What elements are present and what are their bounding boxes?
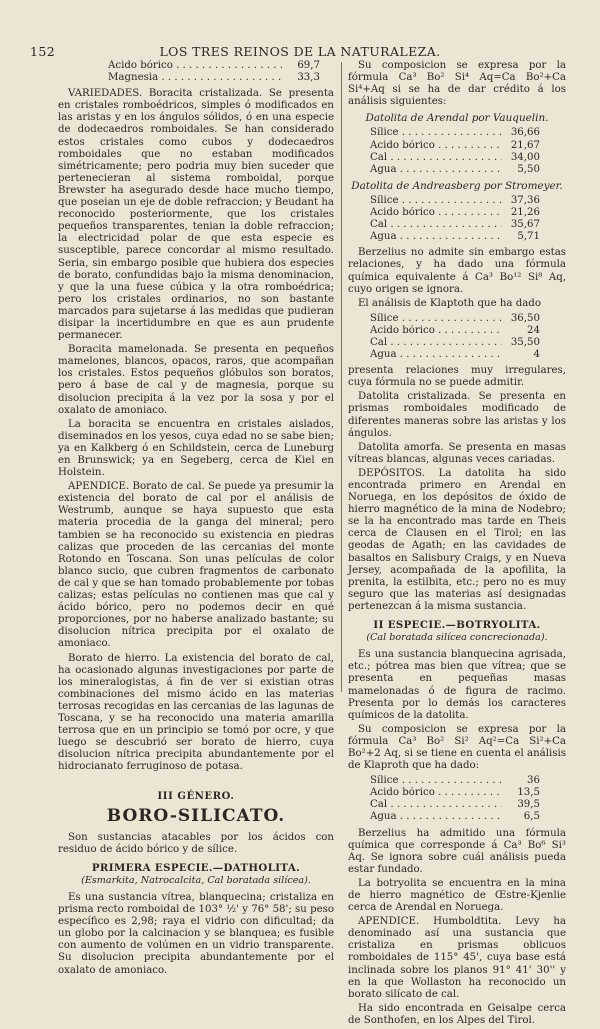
analysis-table-arendal <box>348 127 566 175</box>
table-row: Sílice . . . 36,66 <box>370 127 540 139</box>
table-row: Acido bórico . . . 24 <box>370 325 540 337</box>
paragraph-boracita-yacimientos: La boracita se encuentra en cristales aislados, diseminados en los yesos, cuya edad no se sabe bien; ya en Kalkberg ó en Schildstein, cerca de Luneburg en Brunswick; ya en Segeberg, cerca de Kiel en Holstein. <box>58 418 334 479</box>
paragraph-borato-de-cal: APENDICE. Borato de cal. Se puede ya presumir la existencia del borato de cal por el análisis de Westrumb, aunque se haya supuesto que esta materia procedia de la ganga del mineral; pero tambien se ha reconocido su existencia en piedras calizas que proceden de las cercanias del monte Rotondo en Toscana. Son unas películas de color blanco sucio, que cubren fragmentos de carbonato de cal y que se han tomado probablemente por tobas calizas; estas películas no contienen mas que cal y ácido bórico, pero no podemos decir en qué proporciones, por no haberse analizado bastante; su disolucion nítrica precipita por el oxalato de amoniaco. <box>58 481 334 650</box>
table-row: Cal . . . 39,5 <box>370 799 540 811</box>
paragraph-botryolita-description: Es una sustancia blanquecina agrisada, etc.; pótrea mas bien que vítrea; que se presenta en pequeñas masas mamelonadas ó de figura de racimo. Presenta por lo demás los caracteres químicos de la datolita. <box>348 649 566 721</box>
table-row: Sílice . . . 36 <box>370 775 540 787</box>
paragraph-datolita-cristalizada: Datolita cristalizada. Se presenta en prismas romboidales modificado de diferentes maneras sobre las aristas y los ángulos. <box>348 391 566 439</box>
paragraph-datolita-amorfa: Datolita amorfa. Se presenta en masas vítreas blancas, algunas veces cariadas. <box>348 441 566 465</box>
left-column <box>58 60 334 979</box>
paragraph-formula-intro: Su composicion se expresa por la fórmula Ca³ Bo² Si⁴ Aq=Ca Bo²+Ca Si⁴+Aq si se ha de dar crédito á los análisis siguientes: <box>348 60 566 108</box>
paragraph-botryolita-yacimiento: La botryolita se encuentra en la mina de hierro magnético de Œstre-Kjenlie cerca de Arendal en Noruega. <box>348 877 566 914</box>
paragraph-berzelius-formula: Berzelius no admite sin embargo estas relaciones, y ha dado una fórmula química equivalente á Ca³ Bo¹² Si⁸ Aq, cuyo origen se ignora. <box>348 247 566 295</box>
table-row: Acido bórico . . . 21,67 <box>370 140 540 152</box>
analysis-table-botryolita <box>348 775 566 823</box>
table-row: Cal . . . 35,50 <box>370 337 540 349</box>
paragraph-boracita-mamelonada: Boracita mamelonada. Se presenta en pequeños mamelones, blancos, opacos, raros, que acompañan los cristales. Estos pequeños glóbulos son boratos, pero á base de cal y de magnesia, porque su disolucion precipita á la vez por la sosa y por el oxalato de amoniaco. <box>58 344 334 416</box>
species-synonyms-botryolita: (Cal boratada silícea concrecionada). <box>366 632 548 644</box>
table-row: Agua . . . 6,5 <box>370 811 540 823</box>
page-number: 152 <box>30 44 56 59</box>
table-row: Cal . . . 35,67 <box>370 219 540 231</box>
table-row: Cal . . . 34,00 <box>370 152 540 164</box>
boracite-composition-table <box>58 60 334 84</box>
paragraph-berzelius-botryolita: Berzelius ha admitido una fórmula química que corresponde á Ca³ Bo⁶ Si³ Aq. Se ignora sobre cuál análisis pueda estar fundado. <box>348 827 566 875</box>
table-row: Sílice . . . 37,36 <box>370 195 540 207</box>
paragraph-klaptoth-relations: presenta relaciones muy irregulares, cuya fórmula no se puede admitir. <box>348 365 566 389</box>
table-row: Acido bórico . . . 21,26 <box>370 207 540 219</box>
species-synonyms-datholita: (Esmarkita, Natrocalcita, Cal boratada silícea). <box>81 874 311 886</box>
table-row: Sílice . . . 36,50 <box>370 313 540 325</box>
genus-heading: III GÉNERO. <box>157 791 235 803</box>
column-divider <box>341 62 342 692</box>
paragraph-humboldtita: APENDICE. Humboldtita. Levy ha denominado así una sustancia que cristaliza en prismas oblicuos romboidales de 115° 45', cuya base está inclinada sobre los planos 91° 41' 30'' y en la que Wollaston ha reconocido un borato silícato de cal. <box>348 916 566 1000</box>
paragraph-borato-de-hierro: Borato de hierro. La existencia del borato de cal, ha ocasionado algunas investigaciones por parte de los mineralogistas, á fin de ver si existian otras combinaciones del mismo ácido en las materias terrosas recogidas en las cercanias de las lagunas de Toscana, y se ha reconocido una materia amarilla terrosa que en un principio se tomó por ocre, y que luego se descubrió ser borato de hierro, cuya disolucion nítrica precipita abundantemente por el hidrocianato ferruginoso de potasa. <box>58 652 334 773</box>
paragraph-botryolita-formula: Su composicion se expresa por la fórmula Ca³ Bo² Si² Aq²=Ca Si²+Ca Bo²+2 Aq, si se tiene en cuenta el análisis de Klaproth que ha dado: <box>348 723 566 772</box>
table-row: Agua . . . 4 <box>370 349 540 361</box>
genus-name: BORO-SILICATO. <box>106 805 286 826</box>
table-row: Agua . . . 5,71 <box>370 231 540 243</box>
paragraph-genus-intro: Son sustancias atacables por los ácidos con residuo de ácido bórico y de sílice. <box>58 831 334 855</box>
table-row: Acido bórico . . . 13,5 <box>370 787 540 799</box>
paragraph-variedades: VARIEDADES. Boracita cristalizada. Se presenta en cristales romboédricos, simples ó modificados en las aristas y en los ángulos sólidos, ó en una especie de dodecaedros romboidales. Se han considerado estos cristales como cubos y dodecaedros romboidales que no estaban modificados simétricamente; pero podria muy bien suceder que pertenecieran al sistema romboidal, porque Brewster ha asegurado desde hace mucho tiempo, que poseian un eje de doble refraccion; y Beudant ha reconocido posteriormente, que los cristales pequeños transparentes, tenian la doble refraccion; la electricidad polar de que esta especie es susceptible, parece concordar al mismo resultado. Seria, sin embargo posible que hubiera dos especies de borato, confundidas bajo la misma denominacion, y que la una fuese cúbica y la otra romboédrica; pero los cristales ordinarios, no son bastante marcados para sujetarse á las medidas que pudieran disipar la incertidumbre en que es aun prudente permanecer. <box>58 88 334 342</box>
table-row: Acido bórico . . . 69,7 <box>108 60 320 72</box>
paragraph-klaptoth-intro: El análisis de Klaptoth que ha dado <box>358 297 541 309</box>
species-heading-botryolita: II ESPECIE.—BOTRYOLITA. <box>373 619 541 632</box>
analysis-table-klaptoth <box>348 313 566 361</box>
analysis-caption-arendal: Datolita de Arendal por Vauquelin. <box>365 112 549 125</box>
paragraph-depositos: DEPÓSITOS. La datolita ha sido encontrada primero en Arendal en Noruega, en los depósitos de óxido de hierro magnético de la mina de Nodebro; se la ha encontrado mas tarde en Theis cerca de Clausen en el Tirol; en las geodas de Agath; en las cavidades de basaltos en Salisbury Craigs, y en Nueva Jersey, acompañada de la apofilita, la prenita, la estilbita, etc.; pero no es muy seguro que las materias así designadas pertenezcan á la misma sustancia. <box>348 467 566 612</box>
analysis-table-andreasberg <box>348 195 566 243</box>
running-title: LOS TRES REINOS DE LA NATURALEZA. <box>159 44 441 59</box>
paragraph-humboldtita-yacimiento: Ha sido encontrada en Geisalpe cerca de Sonthofen, en los Alpes del Tirol. <box>348 1002 566 1026</box>
paragraph-datholita-description: Es una sustancia vítrea, blanquecina; cristaliza en prisma recto romboidal de 103° ½' y 76° 58'; su peso específico es 2,98; raya el vidrio con dificultad; da un globo por la calcinacion y se blanquea; es fusible con aumento de volúmen en un vidrio transparente. Su disolucion precipita abundantemente por el oxalato de amoniaco. <box>58 892 334 976</box>
table-row: Agua . . . 5,50 <box>370 164 540 176</box>
table-row: Magnesia . . . 33,3 <box>108 72 320 84</box>
analysis-caption-andreasberg: Datolita de Andreasberg por Stromeyer. <box>351 179 563 192</box>
species-heading-datholita: PRIMERA ESPECIE.—DATHOLITA. <box>91 861 301 874</box>
right-column <box>348 60 566 1029</box>
page-header <box>30 44 570 60</box>
